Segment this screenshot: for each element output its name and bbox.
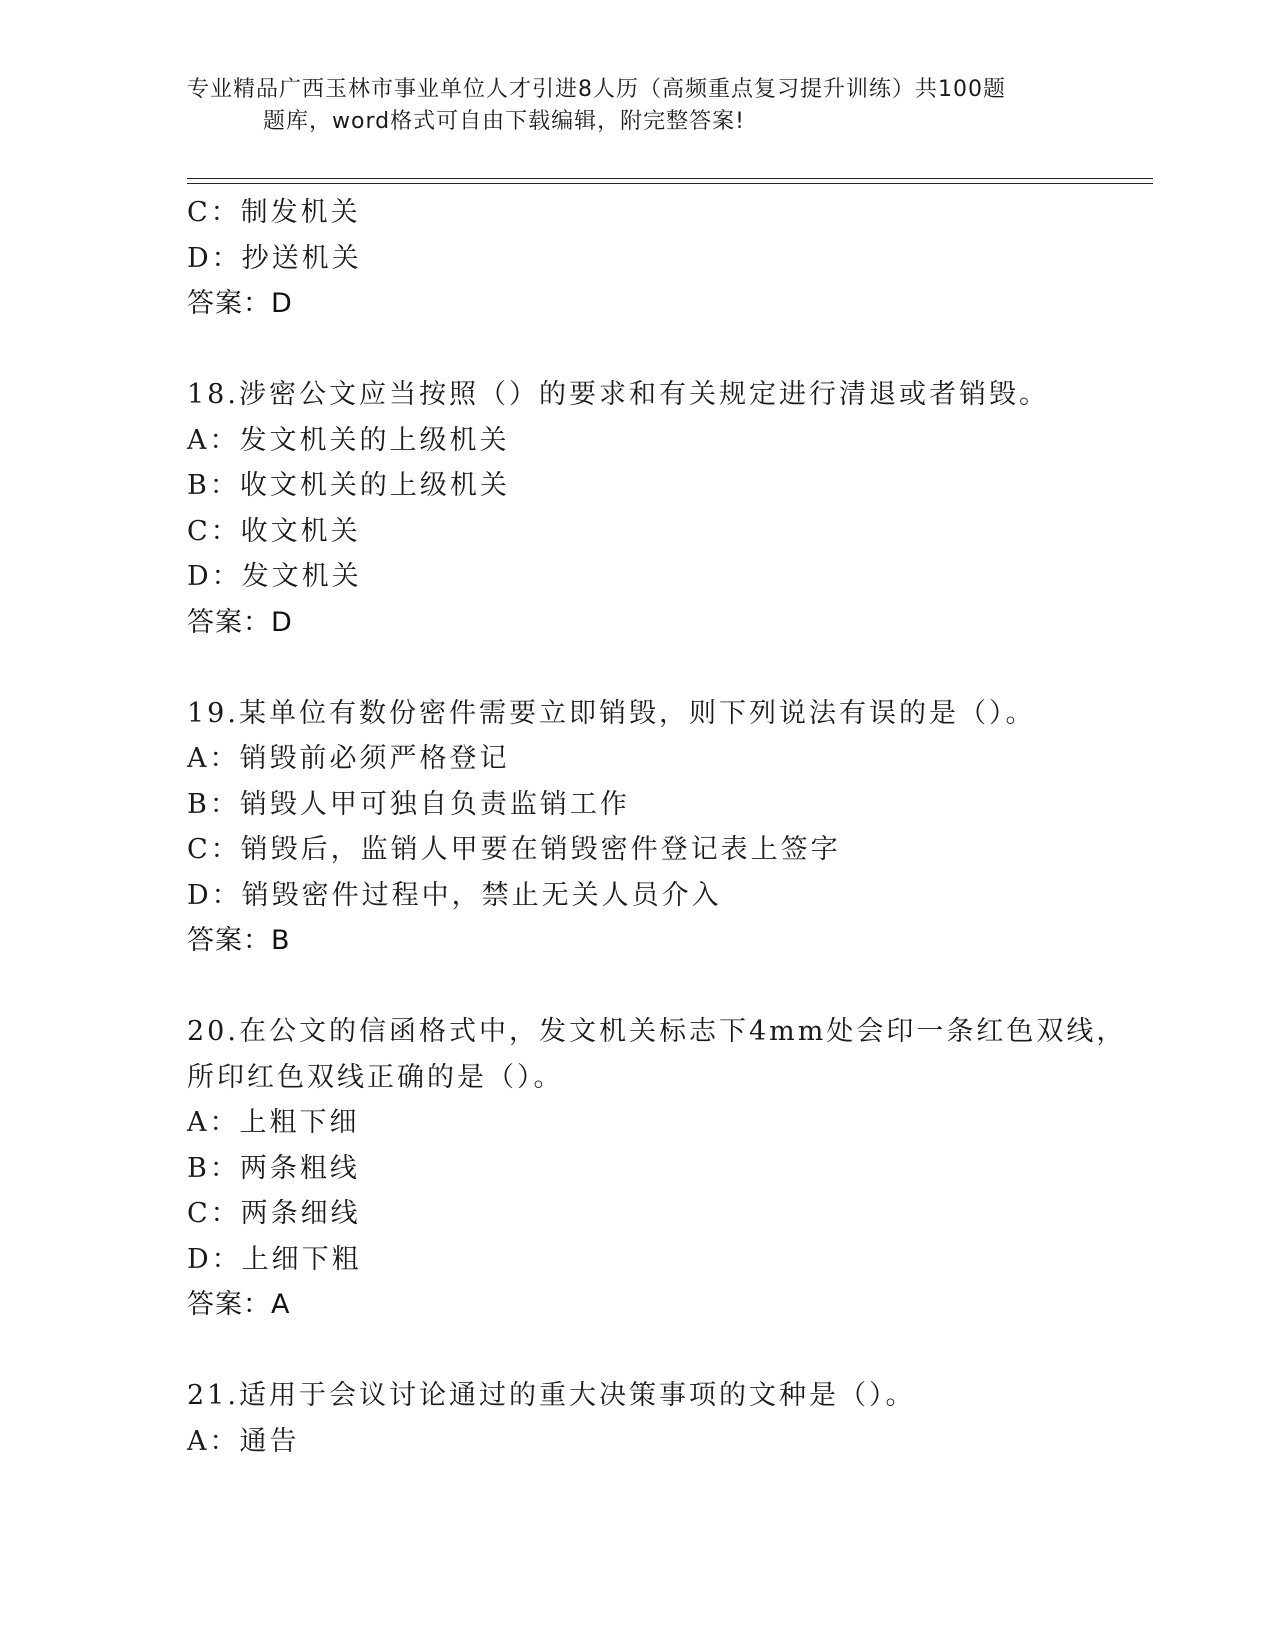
spacer	[187, 327, 1153, 373]
q20-option-c: C：两条细线	[187, 1198, 361, 1229]
q18-option-a: A：发文机关的上级机关	[187, 424, 510, 456]
q21-option-a: A：通告	[187, 1425, 300, 1457]
question-20-block	[187, 1009, 1153, 1328]
q18-option-d: D：发文机关	[187, 561, 362, 592]
q17-answer: 答案：D	[187, 288, 293, 319]
spacer	[187, 1328, 1153, 1374]
question-18-block	[187, 372, 1153, 645]
question-21-block	[187, 1373, 1153, 1464]
q18-answer: 答案：D	[187, 606, 293, 638]
q21-question: 21.适用于会议讨论通过的重大决策事项的文种是（）。	[187, 1380, 916, 1411]
q19-option-d: D：销毁密件过程中，禁止无关人员介入	[187, 879, 722, 911]
q20-option-d: D：上细下粗	[187, 1243, 362, 1275]
question-17-block	[187, 190, 1153, 327]
header-title-line1: 专业精品广西玉林市事业单位人才引进8人历（高频重点复习提升训练）共100题	[187, 77, 1006, 102]
q17-option-d: D：抄送机关	[187, 242, 362, 274]
header-divider-bottom	[187, 183, 1153, 184]
q20-question-line2: 所印红色双线正确的是（）。	[187, 1061, 564, 1093]
q19-option-c: C：销毁后，监销人甲要在销毁密件登记表上签字	[187, 834, 841, 865]
spacer	[187, 964, 1153, 1010]
question-19-block	[187, 691, 1153, 964]
q18-option-b: B：收文机关的上级机关	[187, 470, 510, 501]
q19-answer: 答案：B	[187, 925, 291, 956]
q20-option-b: B：两条粗线	[187, 1152, 360, 1184]
header-title-line2: 题库，word格式可自由下载编辑，附完整答案!	[263, 109, 745, 134]
q20-answer: 答案：A	[187, 1289, 291, 1320]
spacer	[187, 645, 1153, 691]
question-list	[187, 190, 1153, 1464]
q19-option-a: A：销毁前必须严格登记	[187, 743, 510, 774]
q18-question: 18.涉密公文应当按照（）的要求和有关规定进行清退或者销毁。	[187, 379, 1049, 410]
q20-option-a: A：上粗下细	[187, 1107, 360, 1138]
q19-option-b: B：销毁人甲可独自负责监销工作	[187, 788, 630, 820]
q20-question-line1: 20.在公文的信函格式中，发文机关标志下4mm处会印一条红色双线，	[187, 1016, 1127, 1047]
q19-question: 19.某单位有数份密件需要立即销毁，则下列说法有误的是（）。	[187, 697, 1036, 729]
header-divider-top	[187, 178, 1153, 179]
q18-option-c: C：收文机关	[187, 515, 361, 547]
document-header	[187, 74, 1087, 138]
q17-option-c: C：制发机关	[187, 197, 361, 228]
